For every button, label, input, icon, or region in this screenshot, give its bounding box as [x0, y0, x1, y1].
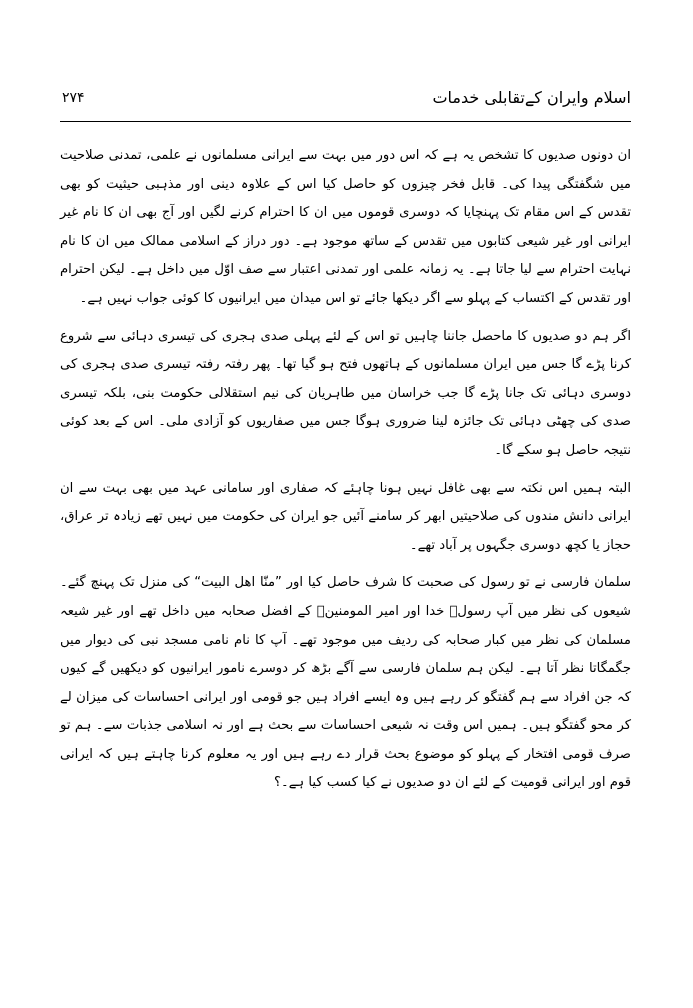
paragraph-2: اگر ہم دو صدیوں کا ماحصل جاننا چاہیں تو اس کے لئے پہلی صدی ہجری کی تیسری دہائی سے شروع کرنا پڑے گا جس میں ایران مسلمانوں کے ہاتھوں فتح ہو گیا تھا۔ پھر رفتہ رفتہ تیسری صدی ہجری کی دوسری دہائی تک جانا پڑے گا جب خراسان میں طاہریان کی نیم استقلالی حکومت بنی، بلکہ تیسری صدی کی چھٹی دہائی تک جائزہ لینا ضروری ہوگا جس میں صفاریوں کو آزادی ملی۔ اس کے بعد کوئی نتیجہ حاصل ہو سکے گا۔ [60, 328, 631, 458]
header-title: اسلام وایران کےتقابلی خدمات [432, 88, 631, 107]
running-header [60, 88, 631, 116]
paragraph-1: ان دونوں صدیوں کا تشخص یہ ہے کہ اس دور میں بہت سے ایرانی مسلمانوں نے علمی، تمدنی صلاحیت میں شگفتگی پیدا کی۔ قابل فخر چیزوں کو حاصل کیا اس کے علاوہ دینی اور مذہبی حیثیت کو بھی تقدس کے اس مقام تک پہنچایا کہ دوسری قوموں میں ان کا احترام کرنے لگیں اور آج بھی ان کا نام غیر ایرانی اور غیر شیعی کتابوں میں تقدس کے ساتھ موجود ہے۔ دور دراز کے اسلامی ممالک میں ان کا نام نہایت احترام سے لیا جاتا ہے۔ یہ زمانہ علمی اور تمدنی اعتبار سے صف اوّل میں داخل ہے۔ لیکن احترام اور تقدس کے اکتساب کے پہلو سے اگر دیکھا جائے تو اس میدان میں ایرانیوں کا کوئی جواب نہیں ہے۔ [60, 148, 631, 306]
page-body [60, 142, 631, 807]
paragraph-3: البتہ ہمیں اس نکتہ سے بھی غافل نہیں ہونا چاہئے کہ صفاری اور سامانی عہد میں بھی بہت سے ان ایرانی دانش مندوں کی صلاحیتیں ابھر کر سامنے آئیں جو ایران کی حکومت میں نہیں تھے زیادہ تر عراق، حجاز یا کچھ دوسری جگہوں پر آباد تھے۔ [60, 480, 631, 553]
page-number: ۲۷۴ [62, 90, 85, 106]
header-rule [60, 121, 631, 122]
paragraph-4: سلمان فارسی نے تو رسول کی صحبت کا شرف حاصل کیا اور ”منّا اھل البیت“ کی منزل تک پہنچ گئے۔ شیعوں کی نظر میں آپ رسولؐ خدا اور امیر المومنینؑ کے افضل صحابہ میں داخل تھے اور غیر شیعہ مسلمان کی نظر میں کبار صحابہ کی ردیف میں موجود تھے۔ آپ کا نام نامی مسجد نبی کی دیوار میں جگمگاتا نظر آتا ہے۔ لیکن ہم سلمان فارسی سے آگے بڑھ کر دوسرے نامور ایرانیوں کو دیکھیں گے کیوں کہ جن افراد سے ہم گفتگو کر رہے ہیں وہ ایسے افراد ہیں جو قومی اور ایرانی احساسات کی میزان لے کر محو گفتگو ہیں۔ ہمیں اس وقت نہ شیعی احساسات سے بحث ہے اور نہ اسلامی جذبات سے۔ ہم تو صرف قومی افتخار کے پہلو کو موضوع بحث قرار دے رہے ہیں اور یہ معلوم کرنا چاہتے ہیں کہ ایرانی قوم اور ایرانی قومیت کے لئے ان دو صدیوں نے کیا کسب کیا ہے۔؟ [60, 575, 631, 791]
